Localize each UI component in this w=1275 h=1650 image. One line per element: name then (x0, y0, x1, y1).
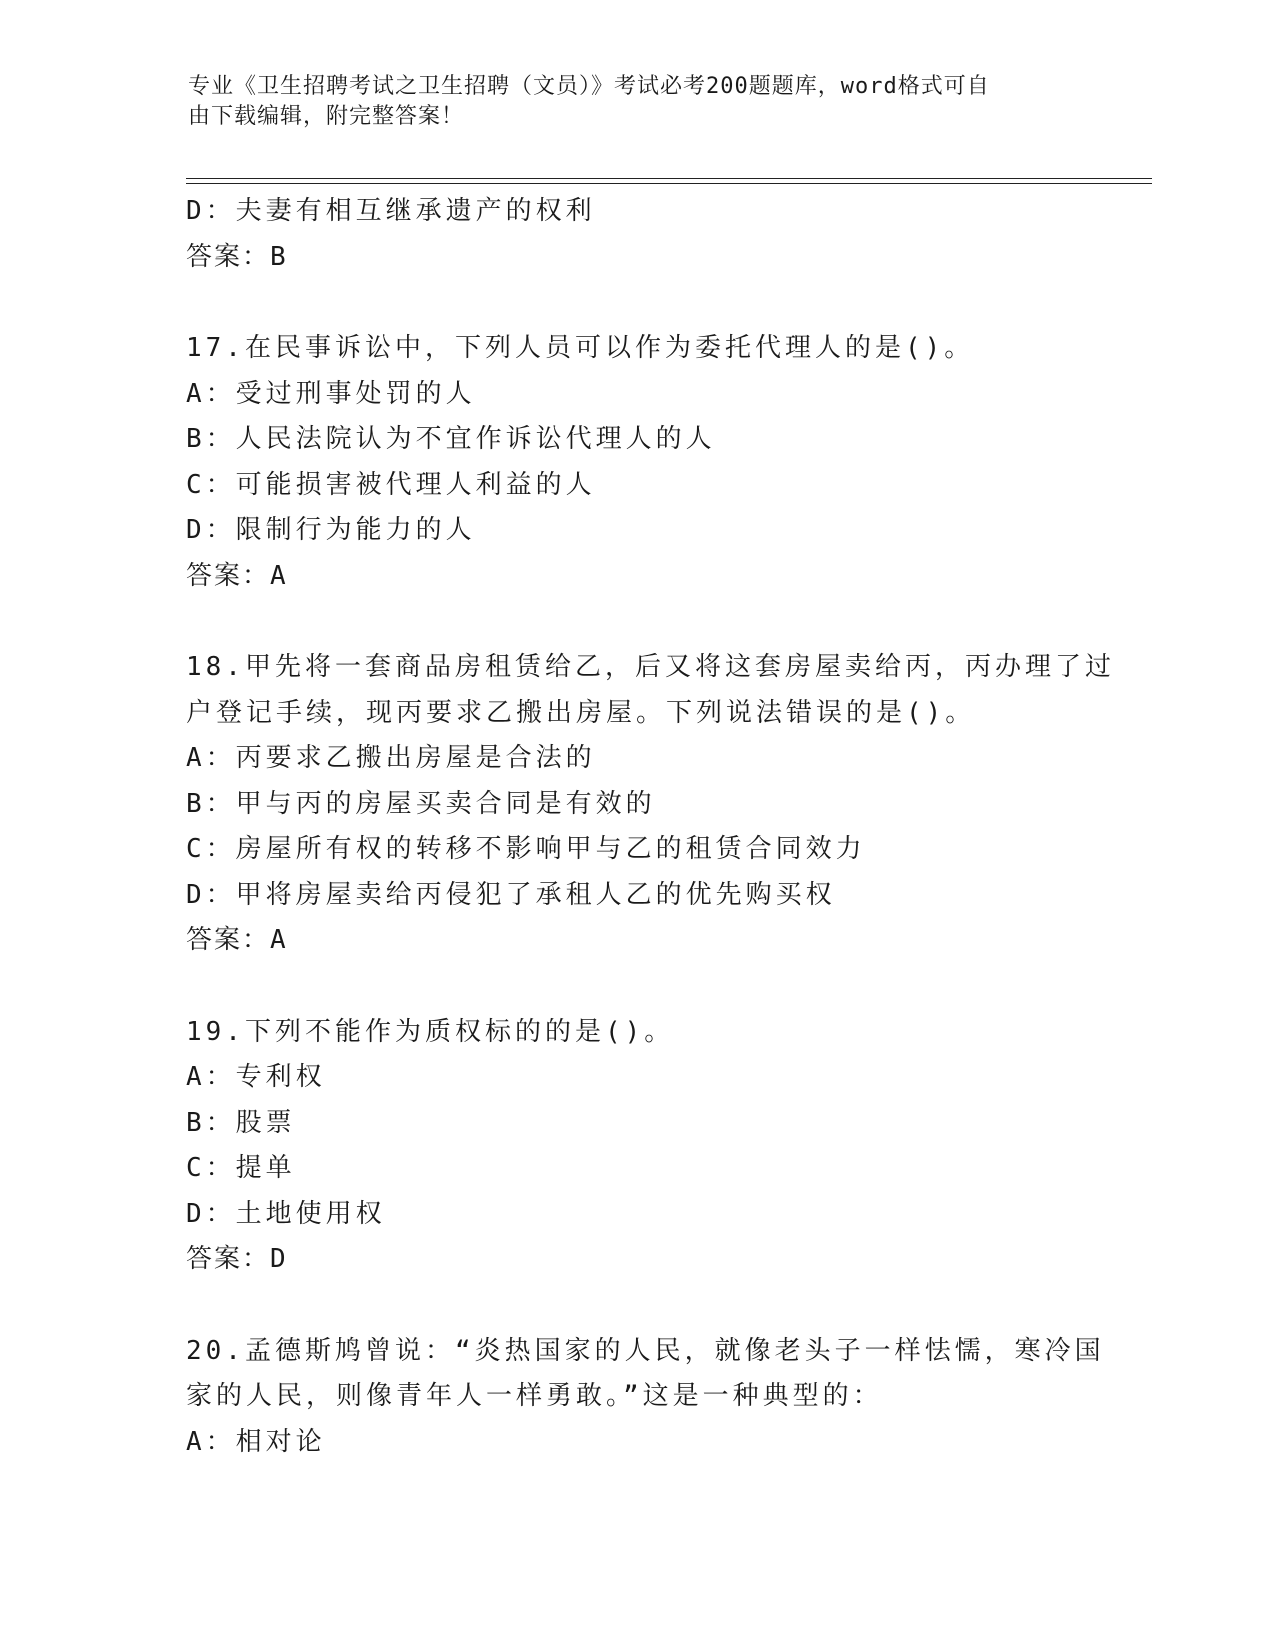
answer-value: B (270, 241, 288, 272)
question-spacer (186, 599, 1086, 645)
question-stem-line: 18.甲先将一套商品房租赁给乙，后又将这套房屋卖给丙，丙办理了过 (186, 652, 1115, 682)
question-option: D：限制行为能力的人 (186, 515, 476, 545)
question-stem-line: 家的人民，则像青年人一样勇敢。”这是一种典型的： (186, 1381, 883, 1411)
question-block (186, 645, 1115, 964)
question-block (186, 1329, 1105, 1466)
question-spacer (186, 280, 1086, 326)
question-option: A：丙要求乙搬出房屋是合法的 (186, 743, 596, 773)
document-header (188, 72, 1068, 132)
question-option: B：甲与丙的房屋买卖合同是有效的 (186, 788, 656, 819)
question-option: B：股票 (186, 1107, 296, 1138)
question-option: C：房屋所有权的转移不影响甲与乙的租赁合同效力 (186, 834, 866, 864)
question-answer (186, 918, 1086, 964)
header-divider-bottom (186, 183, 1152, 184)
answer-label: 答案： (186, 560, 271, 591)
question-option: C：可能损害被代理人利益的人 (186, 469, 596, 500)
question-stem-line: 19.下列不能作为质权标的的是()。 (186, 1016, 675, 1047)
question-spacer (186, 1283, 1086, 1329)
question-option: A：专利权 (186, 1062, 326, 1092)
question-stem-line: 20.孟德斯鸠曾说：“炎热国家的人民，就像老头子一样怯懦，寒冷国 (186, 1335, 1105, 1366)
answer-value: A (270, 560, 288, 591)
document-body (186, 189, 1115, 1465)
answer-label: 答案： (186, 925, 271, 955)
answer-label: 答案： (186, 241, 271, 272)
question-block (186, 1010, 1086, 1283)
question-option: C：提单 (186, 1153, 296, 1183)
question-answer (186, 554, 1086, 600)
header-divider-top (186, 178, 1152, 179)
question-option: D：土地使用权 (186, 1198, 386, 1229)
answer-label: 答案： (186, 1244, 271, 1274)
question-option: A：受过刑事处罚的人 (186, 378, 476, 409)
question-stem-line: 17.在民事诉讼中，下列人员可以作为委托代理人的是()。 (186, 333, 975, 363)
question-stem-line: 户登记手续，现丙要求乙搬出房屋。下列说法错误的是()。 (186, 697, 976, 728)
answer-value: D (270, 1244, 288, 1274)
carryover-answer (186, 235, 1086, 281)
question-answer (186, 1237, 1086, 1283)
answer-value: A (270, 925, 288, 955)
question-spacer (186, 964, 1086, 1010)
question-list (186, 280, 1115, 1465)
question-option: D：甲将房屋卖给丙侵犯了承租人乙的优先购买权 (186, 879, 836, 910)
carryover-option-d: D：夫妻有相互继承遗产的权利 (186, 196, 596, 226)
question-option: A：相对论 (186, 1426, 326, 1457)
question-option: B：人民法院认为不宜作诉讼代理人的人 (186, 424, 716, 454)
header-line-1: 专业《卫生招聘考试之卫生招聘（文员）》考试必考200题题库，word格式可自 (188, 74, 990, 99)
question-block (186, 326, 1086, 599)
header-line-2: 由下载编辑，附完整答案！ (188, 104, 465, 129)
